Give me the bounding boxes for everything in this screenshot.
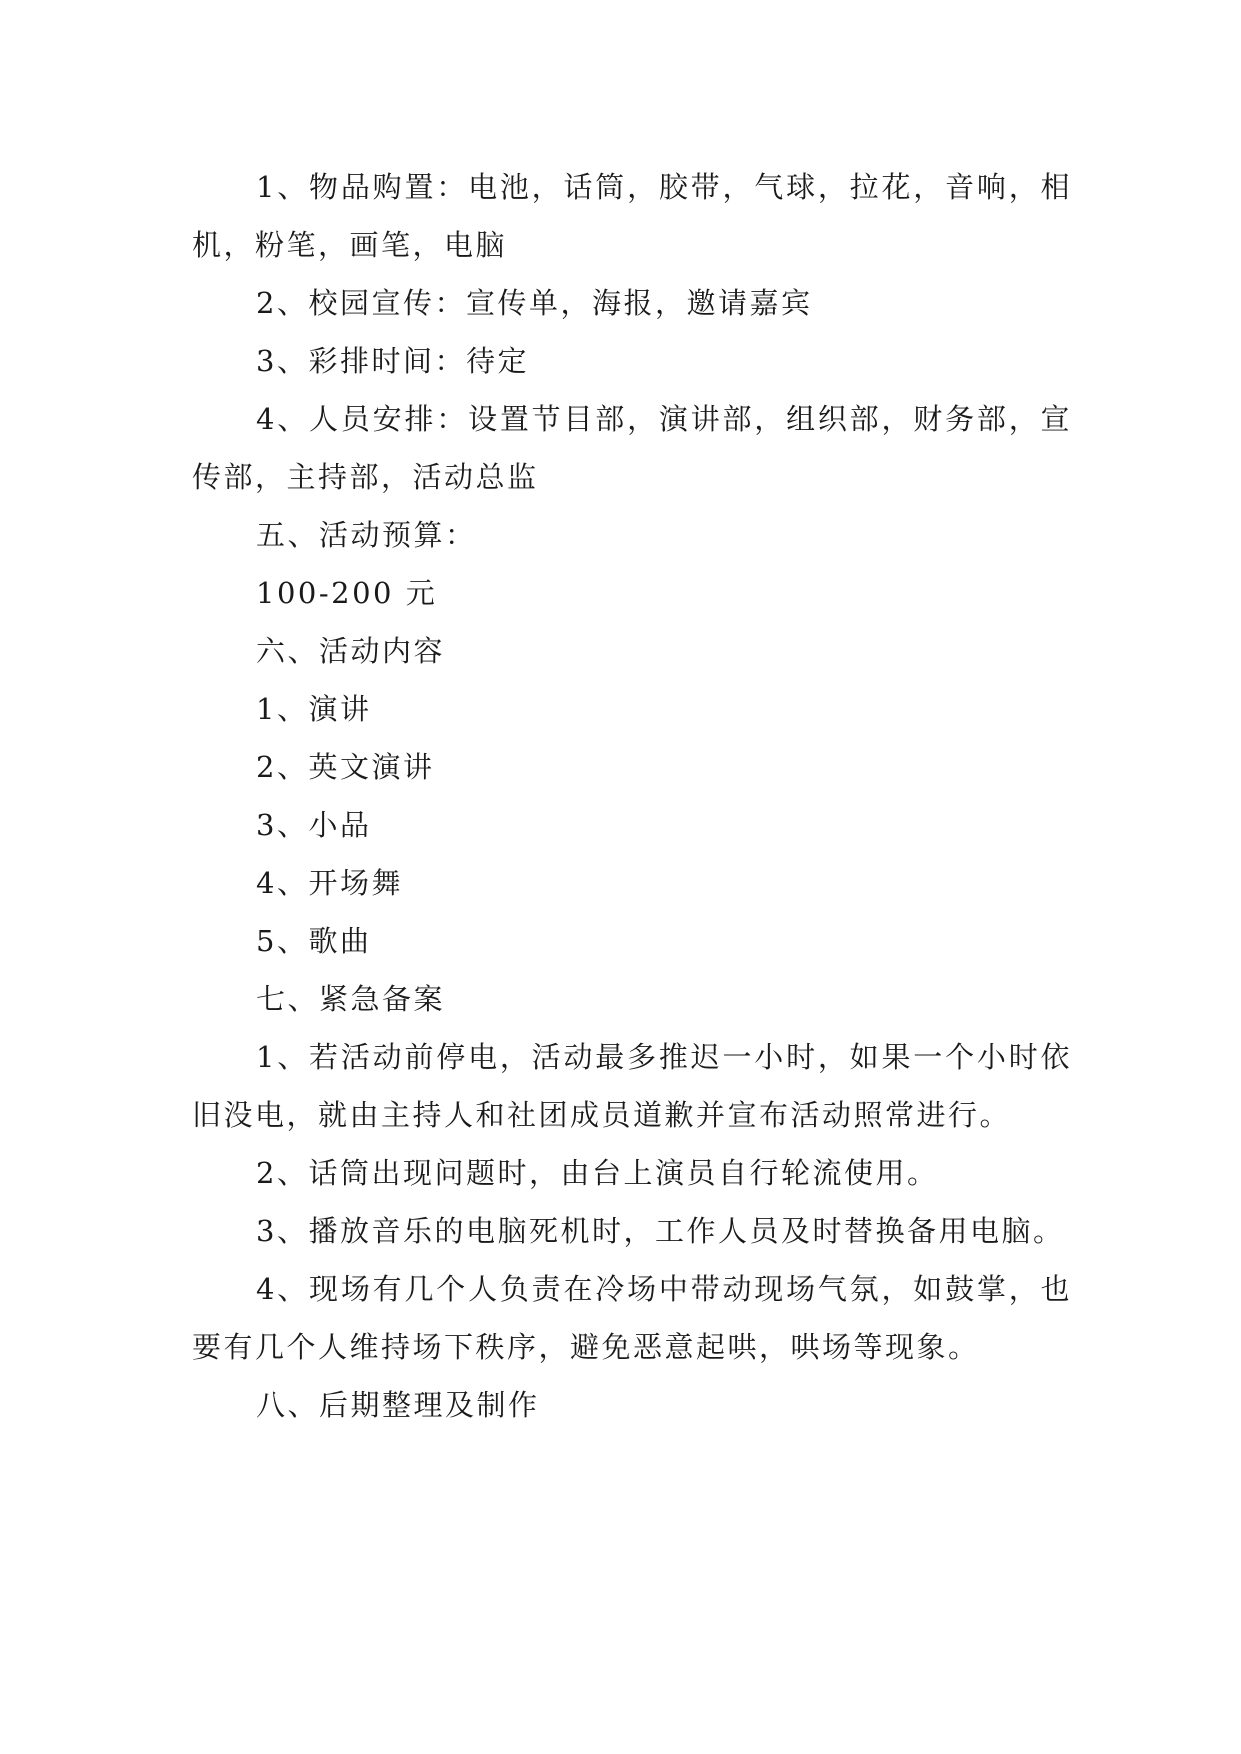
paragraph-atmosphere-order: 4、现场有几个人负责在冷场中带动现场气氛，如鼓掌，也要有几个人维持场下秩序，避免恶意起哄，哄场等现象。 <box>192 1272 1072 1364</box>
list-item-opening-dance: 4、开场舞 <box>256 866 403 900</box>
paragraph-rehearsal-time: 3、彩排时间：待定 <box>256 344 529 378</box>
list-item-english-speech: 2、英文演讲 <box>256 750 435 784</box>
heading-activity-content: 六、活动内容 <box>256 634 446 668</box>
list-item-skit: 3、小品 <box>256 808 372 842</box>
list-item-songs: 5、歌曲 <box>256 924 372 958</box>
paragraph-computer-crash: 3、播放音乐的电脑死机时，工作人员及时替换备用电脑。 <box>256 1214 1065 1248</box>
paragraph-power-outage: 1、若活动前停电，活动最多推迟一小时，如果一个小时依旧没电，就由主持人和社团成员道歉并宣布活动照常进行。 <box>192 1040 1072 1132</box>
heading-emergency-plan: 七、紧急备案 <box>256 982 446 1016</box>
paragraph-campus-promotion: 2、校园宣传：宣传单，海报，邀请嘉宾 <box>256 286 813 320</box>
paragraph-microphone-issue: 2、话筒出现问题时，由台上演员自行轮流使用。 <box>256 1156 939 1190</box>
paragraph-purchase-items: 1、物品购置：电池，话筒，胶带，气球，拉花，音响，相机，粉笔，画笔，电脑 <box>192 170 1072 262</box>
paragraph-staff-arrangement: 4、人员安排：设置节目部，演讲部，组织部，财务部，宣传部，主持部，活动总监 <box>192 402 1072 494</box>
paragraph-budget-amount: 100-200 元 <box>256 576 438 610</box>
heading-post-production: 八、后期整理及制作 <box>256 1388 540 1422</box>
document-body <box>192 158 1072 1434</box>
list-item-speech: 1、演讲 <box>256 692 372 726</box>
heading-budget: 五、活动预算： <box>256 518 477 552</box>
